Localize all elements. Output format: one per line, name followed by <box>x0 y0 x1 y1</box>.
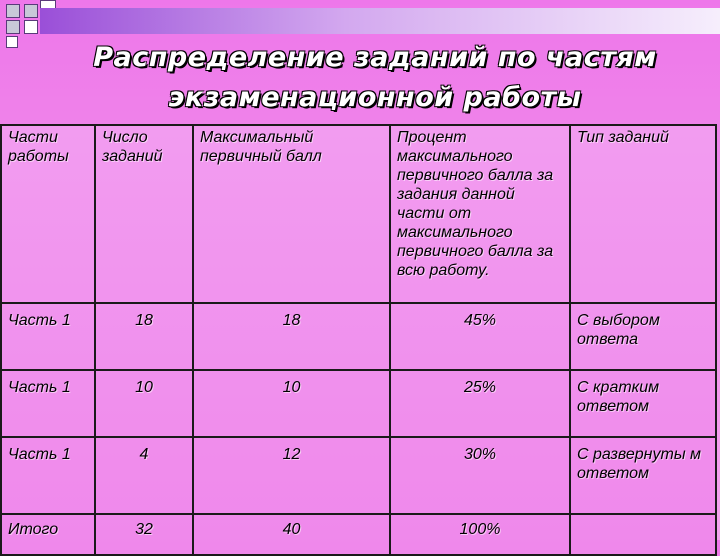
decor-square <box>24 20 38 34</box>
table-cell: 18 <box>95 303 193 370</box>
distribution-table <box>0 124 717 556</box>
header-cell: Части работы <box>1 125 95 303</box>
table-cell: Часть 1 <box>1 370 95 437</box>
title-line-1: Распределение заданий по частям <box>93 42 657 73</box>
table-cell: 100% <box>390 514 570 555</box>
table-row <box>1 303 716 370</box>
table-cell <box>570 514 716 555</box>
table-cell: С развернуты м ответом <box>570 437 716 514</box>
table-cell: 25% <box>390 370 570 437</box>
table-cell: 32 <box>95 514 193 555</box>
header-cell: Тип заданий <box>570 125 716 303</box>
table-row-total <box>1 514 716 555</box>
decor-square <box>6 4 20 18</box>
slide-title <box>60 38 690 118</box>
header-cell: Максимальный первичный балл <box>193 125 390 303</box>
table-row <box>1 370 716 437</box>
table-cell: 10 <box>95 370 193 437</box>
table-cell: Часть 1 <box>1 437 95 514</box>
decor-square <box>6 20 20 34</box>
table-cell: Часть 1 <box>1 303 95 370</box>
header-cell: Процент максимального первичного балла за задания данной части от максимального первичного балла за всю работу. <box>390 125 570 303</box>
title-line-2: экзаменационной работы <box>168 82 582 113</box>
table-cell: 45% <box>390 303 570 370</box>
table-cell: 10 <box>193 370 390 437</box>
table-cell: 18 <box>193 303 390 370</box>
table-cell: С кратким ответом <box>570 370 716 437</box>
header-cell: Число заданий <box>95 125 193 303</box>
table-cell: 30% <box>390 437 570 514</box>
table-cell: 4 <box>95 437 193 514</box>
header-gradient-bar <box>40 8 720 34</box>
decor-square <box>24 4 38 18</box>
table-cell: 40 <box>193 514 390 555</box>
table-cell: Итого <box>1 514 95 555</box>
table-header-row <box>1 125 716 303</box>
table-cell: С выбором ответа <box>570 303 716 370</box>
decor-square <box>6 36 18 48</box>
table-cell: 12 <box>193 437 390 514</box>
table-row <box>1 437 716 514</box>
